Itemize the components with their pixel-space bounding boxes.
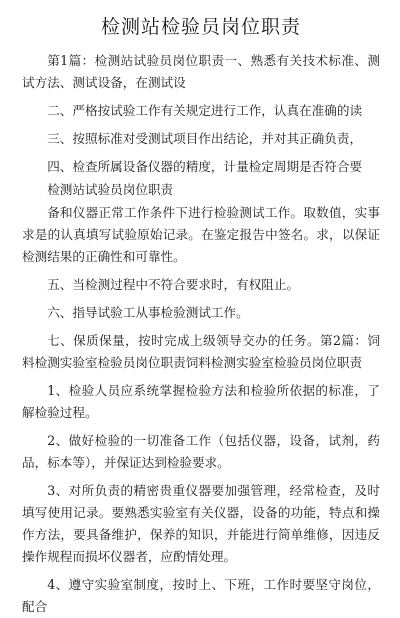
paragraph-2: 二、严格按试验工作有关规定进行工作，认真在准确的读 (47, 103, 363, 118)
paragraph-1: 第1篇：检测站试验员岗位职责一、熟悉有关技术标准、测试方法、测试设备，在测试设 (22, 53, 380, 90)
paragraph-4: 四、检查所属设备仪器的精度，计量检定周期是否符合要 (47, 159, 363, 174)
paragraph-11: 2、做好检验的一切准备工作（包括仪器，设备，试剂，药品，标本等），并保证达到检验要求。 (22, 433, 380, 470)
paragraph-10: 1、检验人员应系统掌握检验方法和检验所依据的标准，了解检验过程。 (22, 383, 380, 420)
paragraph-8: 六、指导试验工从事检验测试工作。 (47, 305, 249, 320)
document-title: 检测站检验员岗位职责 (100, 16, 301, 38)
paragraph-9: 七、保质保量，按时完成上级领导交办的任务。第2篇：饲料检测实验室检验员岗位职责饲料检测实验室检验员岗位职责 (22, 333, 380, 370)
paragraph-7: 五、当检测过程中不符合要求时，有权阻止。 (47, 277, 300, 292)
paragraph-12: 3、对所负责的精密贵重仪器要加强管理，经常检查，及时填写使用记录。要熟悉实验室有关仪器，设备的功能，特点和操作方法，要具备维护，保养的知识，并能进行简单维修，因违反操作规程而损坏仪器者，应酌情处理。 (22, 483, 380, 564)
paragraph-3: 三、按照标准对受测试项目作出结论，并对其正确负责， (47, 131, 363, 146)
paragraph-5: 检测站试验员岗位职责 (47, 182, 174, 197)
paragraph-13: 4、遵守实验室制度，按时上、下班，工作时要坚守岗位，配合 (22, 577, 380, 614)
paragraph-6: 备和仪器正常工作条件下进行检验测试工作。取数值，实事求是的认真填写试验原始记录。在鉴定报告中签名。求，以保证检测结果的正确性和可靠性。 (22, 205, 380, 264)
